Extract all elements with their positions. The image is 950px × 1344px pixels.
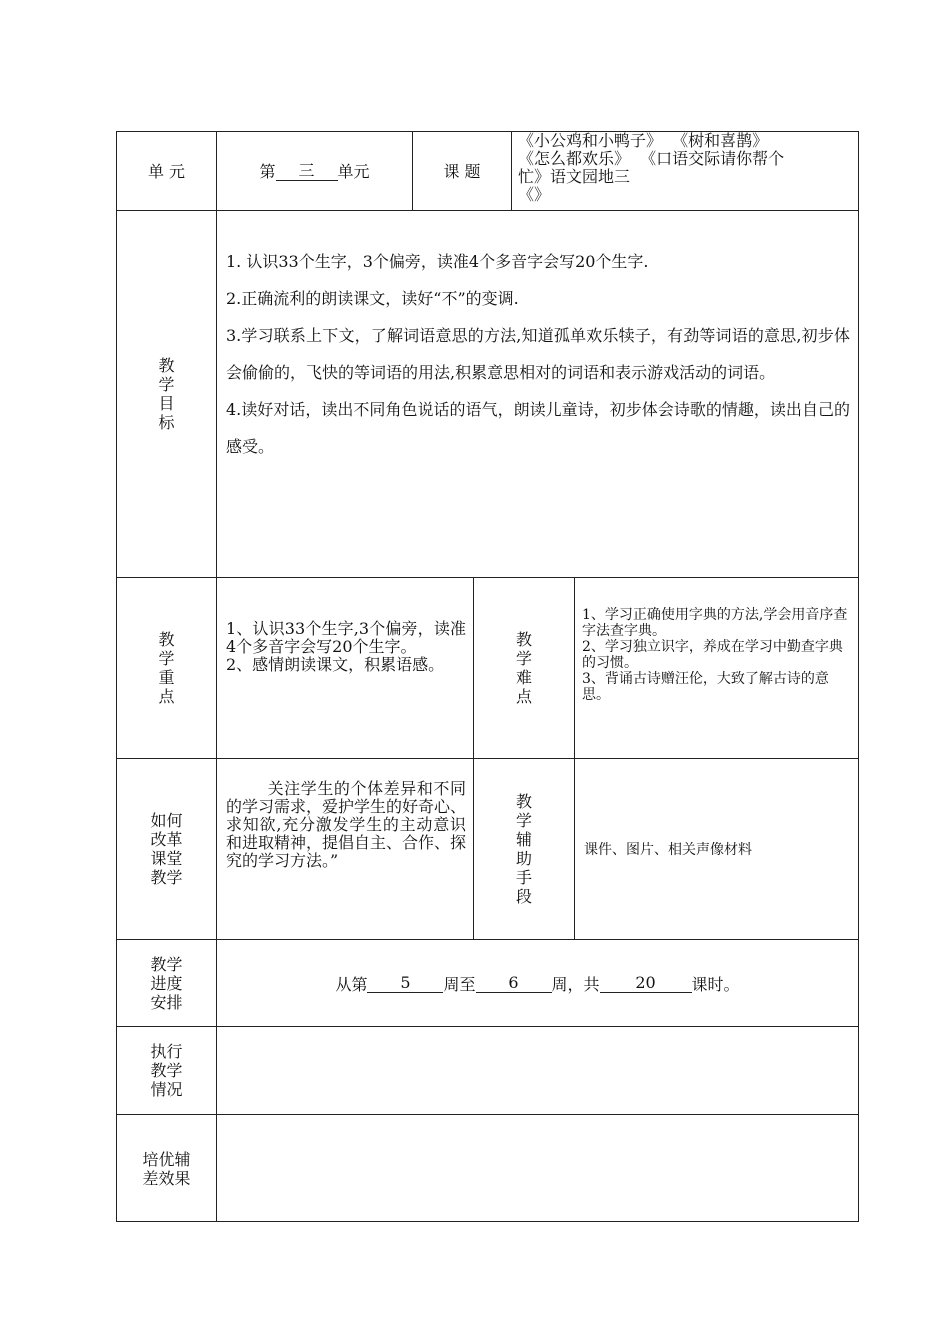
aids-label: 教学辅助手段 bbox=[515, 792, 532, 906]
execution-label: 执行教学情况 bbox=[150, 1042, 183, 1099]
goals-list bbox=[226, 243, 850, 465]
topic-line: 《怎么都欢乐》 《口语交际请你帮个 bbox=[518, 149, 785, 168]
difficulty-label-cell bbox=[474, 578, 574, 758]
unit-label: 单 元 bbox=[147, 161, 186, 181]
topic-line: 忙》语文园地三 bbox=[518, 167, 631, 186]
goal-item: 2.正确流利的朗读课文，读好“不”的变调. bbox=[226, 289, 519, 308]
aids-text-cell bbox=[584, 759, 854, 939]
goal-item: 4.读好对话，读出不同角色说话的语气，朗读儿童诗，初步体会诗歌的情趣，读出自己的感受。 bbox=[226, 400, 850, 456]
schedule-text bbox=[217, 940, 858, 1026]
focus-label: 教学重点 bbox=[158, 630, 175, 706]
goal-item: 3.学习联系上下文，了解词语意思的方法,知道孤单欢乐犊子，有劲等词语的意思,初步体会偷偷的，飞快的等词语的用法,积累意思相对的词语和表示游戏活动的词语。 bbox=[226, 326, 850, 382]
tutoring-label: 培优辅差效果 bbox=[142, 1150, 191, 1188]
focus-label-cell bbox=[117, 578, 216, 758]
unit-number: 三 bbox=[276, 162, 338, 181]
unit-value bbox=[217, 132, 412, 210]
aids-label-cell bbox=[474, 759, 574, 939]
unit-suffix: 单元 bbox=[337, 161, 370, 181]
difficulty-text: 1、学习正确使用字典的方法,学会用音序查字法查字典。 2、学习独立识字，养成在学习中勤查字典的习惯。 3、背诵古诗赠汪伦，大致了解古诗的意思。 bbox=[582, 607, 848, 703]
topic-line: 《》 bbox=[518, 185, 551, 204]
schedule-from: 从第 bbox=[335, 974, 368, 994]
difficulty-label: 教学难点 bbox=[515, 630, 532, 706]
aids-text: 课件、图片、相关声像材料 bbox=[584, 842, 752, 858]
schedule-start-week: 5 bbox=[367, 974, 443, 993]
execution-label-cell bbox=[117, 1027, 216, 1114]
schedule-mid: 周至 bbox=[443, 974, 476, 994]
topic-line: 《小公鸡和小鸭子》 《树和喜鹊》 bbox=[518, 131, 769, 150]
goals-label: 教学目标 bbox=[158, 356, 175, 432]
tutoring-content bbox=[217, 1115, 858, 1221]
goals-label-cell bbox=[117, 211, 216, 577]
reform-text: 关注学生的个体差异和不同的学习需求，爱护学生的好奇心、求知欲,充分激发学生的主动意识和进取精神，提倡自主、合作、探究的学习方法。” bbox=[226, 779, 467, 870]
schedule-label-cell bbox=[117, 940, 216, 1026]
focus-text: 1、认识33个生字,3个偏旁，读准4个多音字会写20个生字。 2、感情朗读课文，积累语感。 bbox=[226, 619, 466, 674]
topic-label: 课 题 bbox=[443, 161, 481, 181]
schedule-mid2: 周，共 bbox=[551, 974, 600, 994]
schedule-end-week: 6 bbox=[476, 974, 552, 993]
reform-label-cell bbox=[117, 759, 216, 939]
schedule-label: 教学进度安排 bbox=[150, 954, 183, 1012]
goal-item: 1. 认识33个生字，3个偏旁，读准4个多音字会写20个生字. bbox=[226, 252, 649, 271]
schedule-suffix: 课时。 bbox=[691, 974, 740, 994]
execution-content bbox=[217, 1027, 858, 1114]
topic-value bbox=[518, 132, 854, 210]
unit-prefix: 第 bbox=[259, 161, 276, 181]
schedule-hours: 20 bbox=[600, 974, 692, 993]
tutoring-label-cell bbox=[117, 1115, 216, 1221]
reform-label: 如何改革课堂教学 bbox=[150, 811, 183, 887]
